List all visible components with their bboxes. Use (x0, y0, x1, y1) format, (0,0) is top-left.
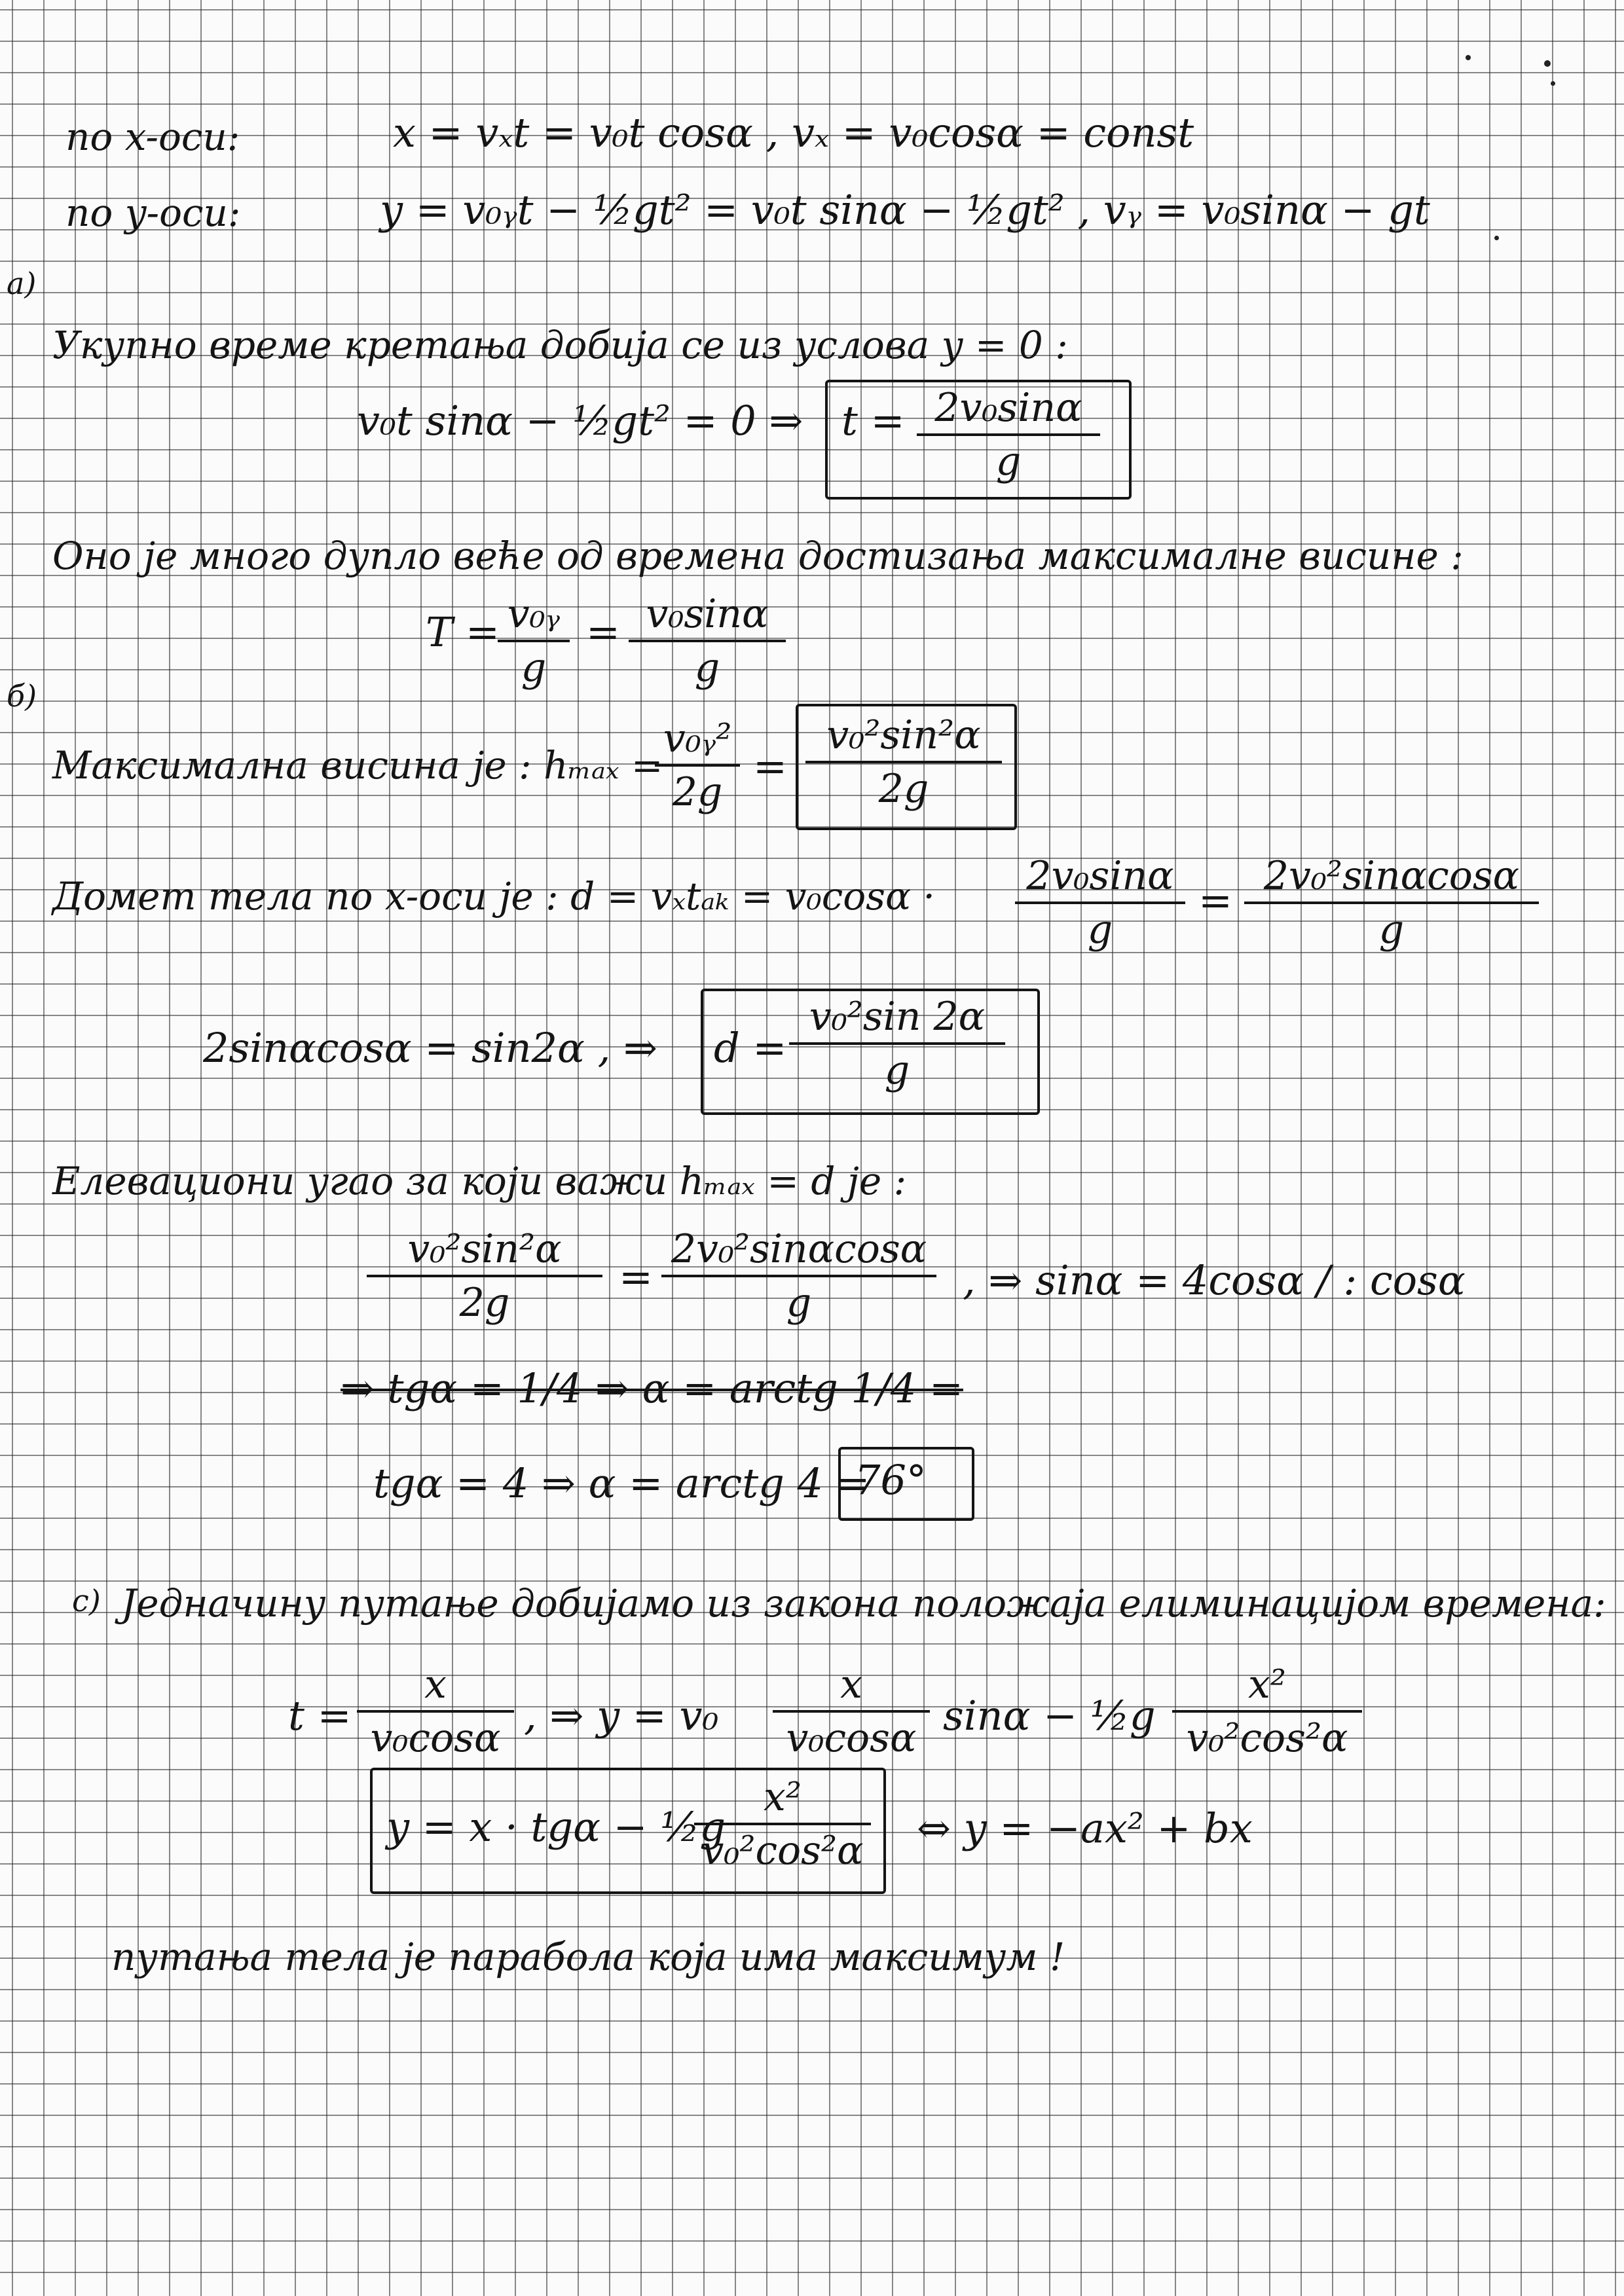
T-denominator-2: g (694, 645, 720, 691)
range-result-denominator: g (884, 1048, 910, 1093)
paper-speck (1494, 236, 1499, 240)
hmax-result-denominator: 2g (878, 766, 929, 812)
trajectory-result-lhs: y = x · tgα − ½g (386, 1803, 726, 1851)
fraction-bar (789, 1042, 1005, 1045)
fraction-bar (629, 640, 786, 642)
elevation-struck-line: ⇒ tgα = 1/4 ⇒ α = arctg 1/4 = (341, 1364, 963, 1412)
range-result-lhs: d = (714, 1024, 787, 1072)
trajectory-step-mid: sinα − ½g (943, 1692, 1156, 1740)
elevation-equals: = (619, 1253, 653, 1301)
part-c-text: Једначину путање добијамо из закона положаја елиминацијом времена: (121, 1581, 1606, 1626)
range-text: Домет тела по x-оси је : d = vₓtₐₖ = v₀cosα · (52, 874, 935, 919)
T-lhs: T = (426, 608, 500, 656)
range-denominator-1: g (1087, 907, 1113, 953)
part-a-result-denominator: g (995, 439, 1022, 484)
part-a-text: Укупно време кретања добија се из услова y = 0 : (52, 323, 1068, 367)
hmax-numerator-1: v₀ᵧ² (663, 716, 732, 761)
fraction-bar (498, 640, 570, 642)
elevation-numerator-2: 2v₀²sinαcosα (671, 1226, 927, 1272)
hmax-result-fraction (805, 714, 1002, 811)
trajectory-parabola-form: ⇔ y = −ax² + bx (917, 1804, 1253, 1852)
hmax-denominator-1: 2g (672, 769, 723, 815)
range-result-fraction (789, 995, 1005, 1092)
paper-speck (1466, 55, 1471, 60)
fraction-bar (773, 1710, 930, 1713)
range-numerator-2: 2v₀²sinαcosα (1263, 853, 1520, 899)
elevation-numerator-1: v₀²sin²α (407, 1226, 562, 1272)
trajectory-numerator-2: x² (1248, 1662, 1286, 1707)
y-axis-label: по y-оси: (65, 191, 241, 235)
part-a-text-2: Оно је много дупло веће од времена достизања максималне висине : (52, 534, 1464, 578)
trajectory-step-lhs: , ⇒ y = v₀ (524, 1692, 719, 1740)
part-a-label: a) (7, 266, 37, 301)
range-fraction-2 (1244, 854, 1539, 951)
T-equals: = (586, 608, 620, 656)
y-axis-equation: y = v₀ᵧt − ½gt² = v₀t sinα − ½gt² , vᵧ = v₀sinα − gt (380, 186, 1430, 234)
part-a-equation: v₀t sinα − ½gt² = 0 ⇒ (357, 397, 803, 445)
trajectory-fraction-1 (773, 1663, 930, 1760)
range-equals: = (1198, 877, 1232, 924)
paper-speck (1551, 81, 1555, 86)
fraction-bar (367, 1275, 602, 1277)
hmax-fraction-1 (655, 717, 740, 814)
time-lhs: t = (288, 1692, 352, 1740)
time-fraction (357, 1663, 514, 1760)
elevation-rhs: , ⇒ sinα = 4cosα / : cosα (963, 1256, 1466, 1304)
elevation-result: tgα = 4 ⇒ α = arctg 4 = (373, 1459, 870, 1507)
time-denominator: v₀cosα (370, 1715, 501, 1761)
range-numerator-1: 2v₀sinα (1026, 853, 1174, 899)
part-c-label: c) (72, 1583, 101, 1618)
range-fraction-1 (1015, 854, 1185, 951)
fraction-bar (805, 761, 1002, 763)
part-a-result-lhs: t = (841, 397, 905, 445)
elevation-denominator-1: 2g (459, 1280, 510, 1326)
trajectory-numerator-1: x (840, 1662, 862, 1707)
T-fraction-1 (498, 592, 570, 689)
hmax-result-numerator: v₀²sin²α (826, 712, 981, 758)
x-axis-equation: x = vₓt = v₀t cosα , vₓ = v₀cosα = const (393, 109, 1194, 156)
elevation-fraction-2 (661, 1228, 936, 1324)
elevation-result-value: 76° (855, 1456, 927, 1504)
elevation-fraction-1 (367, 1228, 602, 1324)
elevation-denominator-2: g (786, 1280, 812, 1326)
x-axis-label: по x-оси: (65, 115, 240, 159)
T-denominator-1: g (521, 645, 547, 691)
trajectory-denominator-2: v₀²cos²α (1186, 1715, 1348, 1761)
paper-speck (1544, 60, 1551, 67)
time-numerator: x (424, 1662, 447, 1707)
T-numerator-2: v₀sinα (646, 591, 769, 637)
fraction-bar (1015, 902, 1185, 904)
fraction-bar (357, 1710, 514, 1713)
trajectory-denominator-1: v₀cosα (786, 1715, 917, 1761)
double-angle-identity: 2sinαcosα = sin2α , ⇒ (203, 1024, 657, 1072)
fraction-bar (917, 433, 1100, 436)
part-b-text: Максимална висина је : hₘₐₓ = (52, 743, 663, 788)
trajectory-result-denominator: v₀²cos²α (701, 1828, 864, 1874)
fraction-bar (661, 1275, 936, 1277)
part-b-label: б) (7, 678, 37, 714)
range-result-numerator: v₀²sin 2α (809, 994, 986, 1040)
trajectory-fraction-2 (1172, 1663, 1362, 1760)
hmax-equals: = (753, 742, 787, 790)
T-numerator-1: v₀ᵧ (507, 591, 561, 637)
fraction-bar (1172, 1710, 1362, 1713)
fraction-bar (655, 764, 740, 767)
part-a-result-numerator: 2v₀sinα (934, 385, 1082, 431)
part-a-result-fraction (917, 386, 1100, 483)
T-fraction-2 (629, 592, 786, 689)
fraction-bar (694, 1823, 871, 1825)
trajectory-result-numerator: x² (764, 1774, 802, 1820)
conclusion-text: путања тела је парабола која има максимум ! (111, 1935, 1065, 1979)
elevation-text: Елевациони угао за који важи hₘₐₓ = d је : (52, 1159, 907, 1203)
trajectory-result-fraction (694, 1776, 871, 1872)
range-denominator-2: g (1378, 907, 1405, 953)
fraction-bar (1244, 902, 1539, 904)
